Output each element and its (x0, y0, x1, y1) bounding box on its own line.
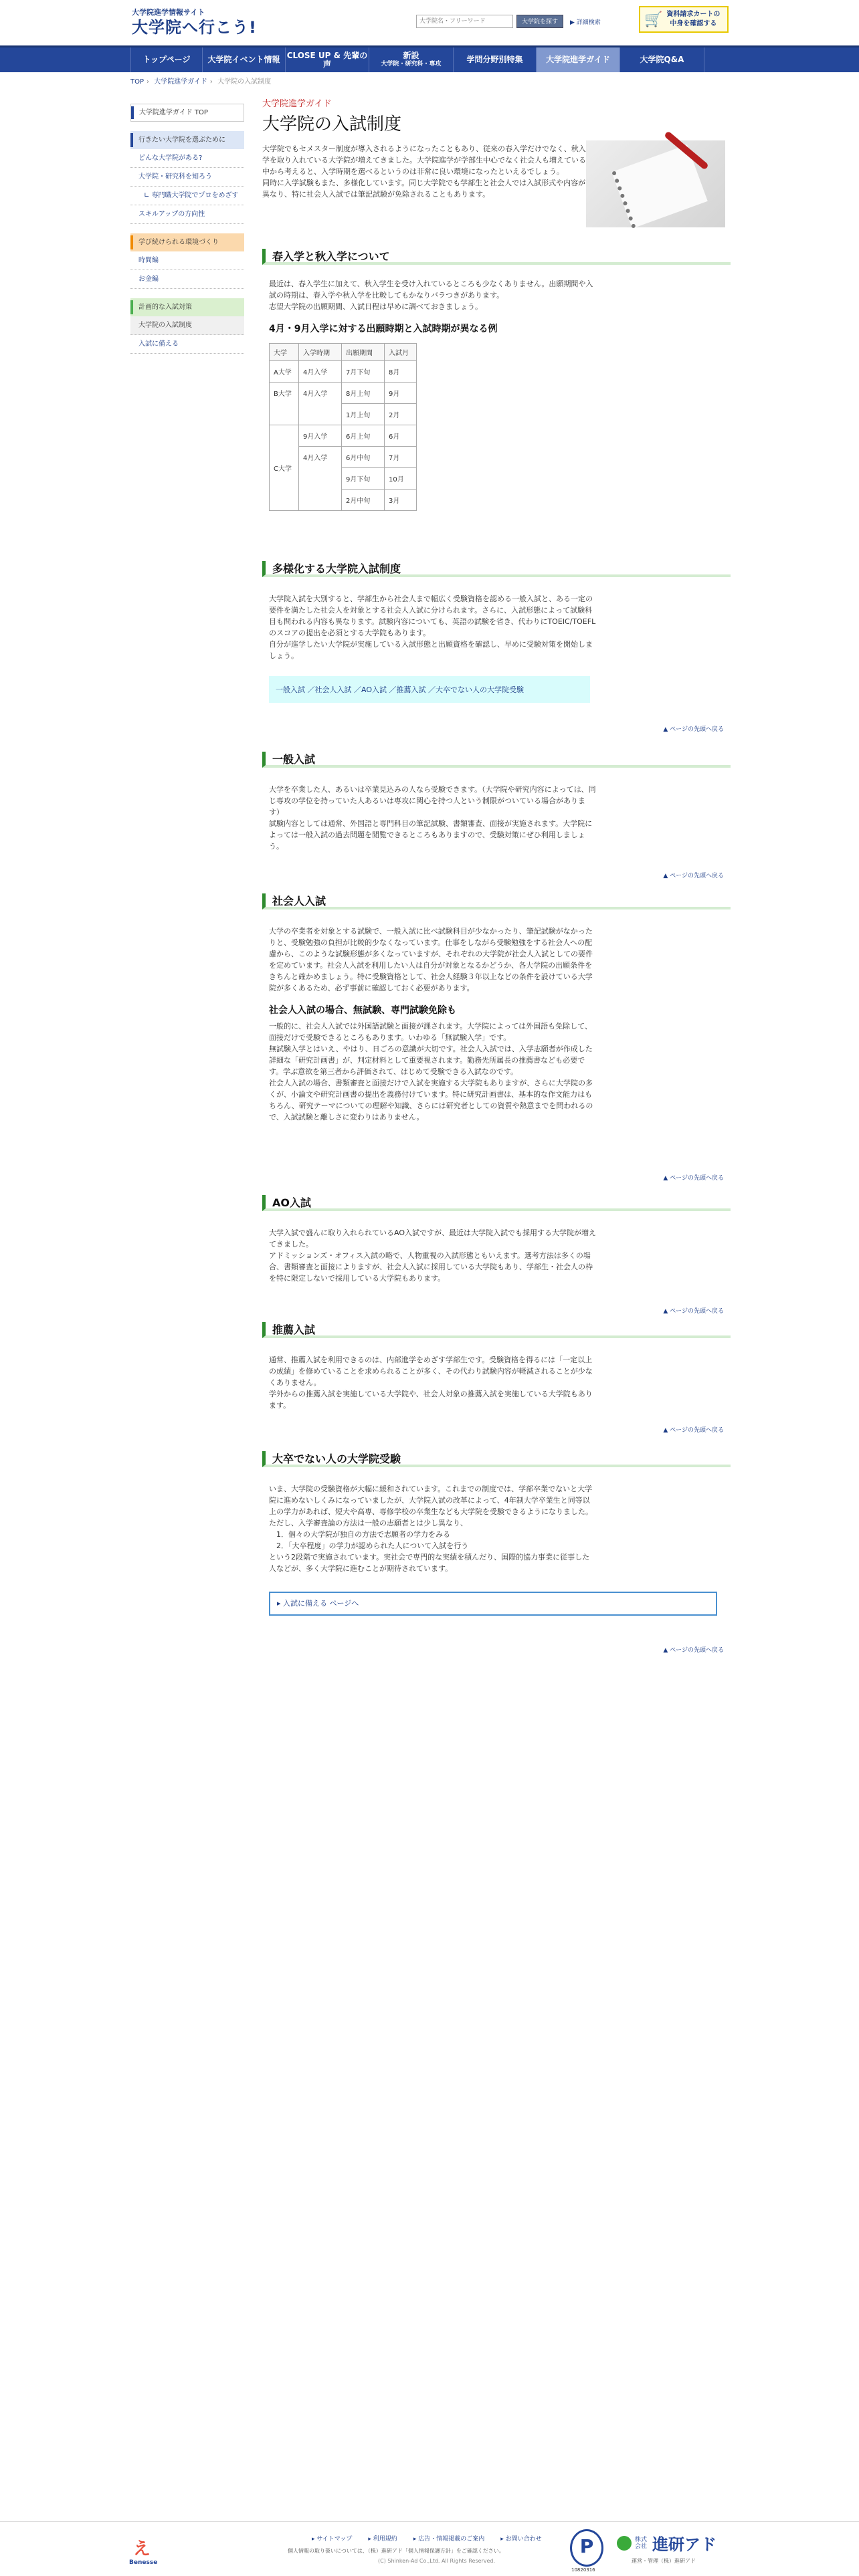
section-text: 一般的に、社会人入試では外国語試験と面接が課されます。大学院によっては外国語も免除して、面接だけで受験できるところもあります。いわゆる「無試験入学」です。 無試験入学とはいえ、やはり、日ごろの意識が大切です。社会人入試では、入学志願者が作成した詳細な「研究計画書」が、判定材料として重要視されます。勤務先所属長の推薦書なども必要です。学ぶ意欲を第三者から評価されて、はじめて受験できる入試なのです。 社会人入試の場合、書類審査と面接だけで入試を実施する大学院もありますが、さらに大学院の多くが、小論文や研究計画書の提出を義務付けています。特に研究計画書は、基本的な作文能力はもちろん、研究テーマについての理解や知識、さらには研究者としての資質や熱意までを問われるので、入試試験と離しさに変わりはありません。 (269, 1022, 593, 1121)
search-button[interactable]: 大学院を探す (516, 15, 563, 28)
section-heading: 推薦入試 (262, 1322, 731, 1338)
table-header-row (270, 344, 417, 361)
section-working-adult-exam (262, 893, 731, 1182)
page-top-link[interactable]: ▲ ページの先頭へ戻る (663, 726, 724, 733)
section-text: 大学院入試を大別すると、学部生から社会人まで幅広く受験資格を認める一般入試と、ある一定の要件を満たした社会人を対象とする社会人入試に分けられます。さらに、入試形態によって試験科目も問われる内容も異なります。試験内容についても、英語の試験を省き、代わりにTOEIC/TOEFLのスコアの提出を必須とする大学院もあります。 自分が進学したい大学院が実施している入試形態と出願資格を確認し、早めに受験対策を開始しましょう。 (269, 595, 596, 660)
lead-block (262, 143, 731, 200)
table-row (270, 383, 417, 404)
exam-type-links[interactable]: 一般入試 ／社会人入試 ／AO入試 ／推薦入試 ／大卒でない人の大学院受験 (269, 676, 590, 703)
benesse-mark-icon: え (133, 2539, 151, 2559)
cart-icon: 🛒 (644, 11, 663, 28)
page-top-link[interactable]: ▲ ページの先頭へ戻る (663, 1175, 724, 1182)
nav-item-label: 学問分野別特集 (466, 55, 523, 64)
page-top-label: ページの先頭へ戻る (670, 1308, 724, 1315)
next-page-label: 入試に備える ページへ (283, 1599, 359, 1608)
breadcrumb-top[interactable]: TOP (130, 78, 145, 86)
table-cell: 4月入学 (299, 361, 342, 383)
page-top-label: ページの先頭へ戻る (670, 726, 724, 733)
section-subheading: 社会人入試の場合、無試験、専門試験免除も (269, 1005, 456, 1016)
nav-item-label: 新設 (403, 50, 419, 60)
sidebar-item-exam-system[interactable]: 大学院の入試制度 (130, 316, 244, 335)
nav-item-fields[interactable] (454, 47, 537, 72)
section-heading: 大卒でない人の大学院受験 (262, 1451, 731, 1467)
nav-item-top[interactable] (130, 47, 203, 72)
nav-item-events[interactable] (203, 47, 286, 72)
footer-link-contact[interactable]: ▸ お問い合わせ (500, 2536, 542, 2543)
nav-item-guide[interactable] (537, 47, 620, 72)
nav-item-label: 大学院進学ガイド (546, 55, 610, 64)
table-cell: 6月中旬 (342, 447, 385, 468)
sidebar-item-professional[interactable]: ∟ 専門職大学院でプロをめざす (130, 187, 244, 205)
section-spring-fall (262, 249, 731, 511)
section-non-graduate (262, 1451, 731, 1654)
table-cell: C大学 (270, 425, 299, 511)
table-cell: 3月 (385, 490, 417, 511)
cart-label (666, 10, 720, 29)
sidebar-item-professional-label: 専門職大学院でプロをめざす (151, 192, 239, 199)
operator-note: 運営・管理（株）進研アド (632, 2558, 696, 2564)
table-cell: 4月入学 (299, 383, 342, 425)
sidebar-group-label: 計画的な入試対策 (138, 304, 192, 311)
next-page-link[interactable]: ▸ 入試に備える ページへ (269, 1592, 717, 1616)
footer-link-sitemap[interactable]: ▸ サイトマップ (312, 2536, 353, 2543)
table-cell: A大学 (270, 361, 299, 383)
table-cell: 9月 (385, 383, 417, 404)
section-general-exam (262, 752, 731, 879)
site-logo[interactable] (132, 7, 257, 37)
site-footer (0, 2521, 859, 2576)
section-heading: 春入学と秋入学について (262, 249, 731, 265)
lead-text: 大学院でもセメスター制度が導入されるようになったこともあり、従来の春入学だけでなく、秋入学を取り入れている大学院が増えてきました。大学院進学が学部生中心でなく社会人も増えている中から考えると、入学時期を選べるというのは非常に良い環境になったといえるでしょう。 同時に入学試験もまた、多様化しています。同じ大学院でも学部生と社会人では入試形式や内容が異なり、特に社会人入試では筆記試験が免除されることもあります。 (262, 144, 586, 199)
table-cell: 4月入学 (299, 447, 342, 511)
page-top-label: ページの先頭へ戻る (670, 873, 724, 879)
table-cell: 9月入学 (299, 425, 342, 447)
cart-button[interactable] (639, 6, 729, 33)
section-subheading: 4月・9月入学に対する出願時期と入試時期が異なる例 (269, 324, 498, 334)
section-label-accent: 大 (262, 99, 272, 109)
section-heading: 一般入試 (262, 752, 731, 768)
section-recommendation-exam (262, 1322, 731, 1434)
logo-subtitle: 大学院進学情報サイト (132, 8, 205, 17)
sidebar-item-types[interactable]: どんな大学院がある? (130, 149, 244, 168)
benesse-label: Benesse (129, 2559, 158, 2566)
cart-label-line2: 中身を確認する (670, 20, 717, 27)
table-cell: 7月 (385, 447, 417, 468)
copyright: (C) Shinken-Ad Co.,Ltd. All Rights Reserved. (378, 2558, 496, 2564)
nav-item-sublabel: 大学院・研究科・専攻 (381, 60, 442, 68)
entrance-schedule-table (269, 343, 417, 511)
page-top-link[interactable]: ▲ ページの先頭へ戻る (663, 1427, 724, 1434)
section-diversified (262, 561, 731, 733)
table-header: 大学 (270, 344, 299, 361)
section-text: 最近は、春入学生に加えて、秋入学生を受け入れているところも少なくありません。出願期間や入試の時期は、春入学や秋入学を比較してもかなりバラつきがあります。 志望大学院の出願期間、入試日程は早めに調べておきましょう。 (269, 280, 593, 311)
nav-item-label: トップページ (142, 55, 191, 64)
page-title: 大学院の入試制度 (262, 114, 402, 134)
advanced-search-label: 詳細検索 (576, 19, 601, 26)
table-cell: 10月 (385, 468, 417, 490)
table-cell: B大学 (270, 383, 299, 425)
section-heading: 多様化する大学院入試制度 (262, 561, 731, 577)
sidebar-item-prepare[interactable]: 入試に備える (130, 335, 244, 354)
table-cell: 8月上旬 (342, 383, 385, 404)
main-content (262, 96, 731, 1654)
table-cell: 1月上旬 (342, 404, 385, 425)
privacy-note: 個人情報の取り扱いについては、（株）進研アド「個人情報保護方針」をご確認ください。 (288, 2548, 504, 2554)
sidebar-group-label: 学び続けられる環境づくり (138, 239, 219, 246)
page-top-link[interactable]: ▲ ページの先頭へ戻る (663, 1308, 724, 1315)
notebook-photo (586, 140, 725, 227)
privacy-mark-icon: P (570, 2529, 603, 2567)
breadcrumb-guide[interactable]: 大学院進学ガイド (154, 78, 207, 86)
footer-link-terms[interactable]: ▸ 利用規約 (368, 2536, 397, 2543)
table-cell: 7月下旬 (342, 361, 385, 383)
sidebar-item-know[interactable]: 大学院・研究科を知ろう (130, 168, 244, 187)
search-form (416, 14, 601, 29)
benesse-logo[interactable] (129, 2535, 166, 2567)
page-top-label: ページの先頭へ戻る (670, 1427, 724, 1434)
table-cell: 6月 (385, 425, 417, 447)
footer-link-label: サイトマップ (316, 2536, 353, 2543)
footer-links (312, 2534, 542, 2543)
table-row (270, 361, 417, 383)
sidebar-item-money[interactable]: お金編 (130, 270, 244, 289)
table-header: 入学時期 (299, 344, 342, 361)
table-cell: 2月中旬 (342, 490, 385, 511)
nav-item-new[interactable] (369, 47, 454, 72)
table-cell: 8月 (385, 361, 417, 383)
sidebar-group-environment[interactable] (130, 233, 244, 251)
section-heading: AO入試 (262, 1195, 731, 1211)
company-name: 進研アド (652, 2535, 717, 2554)
logo-title: 大学院へ行こう! (132, 18, 257, 37)
section-text: いま、大学院の受験資格が大幅に緩和されています。これまでの制度では、学部卒業でないと大学院に進めないしくみになっていましたが、大学院入試の改革によって、4年制大学卒業生と同等以上の学力があれば、短大や高専、専修学校の卒業生なども大学院を受験できるようになりました。 ただし、入学審査論の方法は一般の志願者とは少し異なり、 1．個々の大学院が独自の方法で志願者の学力をみる 2．「大卒程度」の学力が認められた人について入試を行う という2段階で実施されています。実社会で専門的な実績を積んだり、国際的協力事業に従事した人などが、多く大学院に進むことが期待されています。 (269, 1485, 593, 1573)
shinken-ad-logo[interactable] (617, 2531, 717, 2555)
table-header: 入試月 (385, 344, 417, 361)
privacy-mark-number: 10820316 (571, 2567, 595, 2573)
section-text: 通常、推薦入試を利用できるのは、内部進学をめざす学部生です。受験資格を得るには「一定以上の成績」を修めていることを求められることが多く、その代わり試験内容が軽減されることが少なくありません。 学外からの推薦入試を実施している大学院や、社会人対象の推薦入試を実施している大学院もあります。 (269, 1356, 593, 1410)
sidebar-group-exam[interactable] (130, 298, 244, 316)
table-cell: 9月下旬 (342, 468, 385, 490)
footer-link-ads[interactable]: ▸ 広告・情報掲載のご案内 (413, 2536, 485, 2543)
sidebar-top-link[interactable] (130, 104, 244, 122)
section-heading: 社会人入試 (262, 893, 731, 909)
section-label (262, 96, 731, 109)
search-input[interactable] (416, 15, 513, 28)
nav-item-label: CLOSE UP & 先輩の声 (286, 50, 368, 69)
advanced-search-link[interactable]: ▶ 詳細検索 (570, 19, 601, 26)
sidebar-item-time[interactable]: 時間編 (130, 251, 244, 270)
table-row (270, 425, 417, 447)
footer-link-label: 広告・情報掲載のご案内 (418, 2536, 485, 2543)
footer-link-label: お問い合わせ (505, 2536, 542, 2543)
section-ao-exam (262, 1195, 731, 1315)
sidebar-group-label: 行きたい大学院を選ぶために (138, 136, 225, 144)
company-prefix: 株式会社 (635, 2536, 648, 2550)
section-text: 大学を卒業した人、あるいは卒業見込みの人なら受験できます。（大学院や研究内容によっては、同じ専攻の学位を持っていた人あるいは専攻に関心を持つ人という制限がついている場合があります） 試験内容としては通常、外国語と専門科目の筆記試験、書類審査、面接が実施されます。大学院によっては一般入試の過去問題を閲覧できるところもありますので、受験対策にぜひ利用しましょう。 (269, 785, 596, 851)
nav-item-closeup[interactable] (286, 47, 369, 72)
nav-item-label: 大学院イベント情報 (207, 55, 280, 64)
site-header (0, 0, 859, 45)
page-top-link[interactable]: ▲ ページの先頭へ戻る (663, 1647, 724, 1654)
sidebar-item-skillup[interactable]: スキルアップの方向性 (130, 205, 244, 224)
sidebar (130, 104, 244, 354)
nav-item-label: 大学院Q&A (640, 55, 684, 64)
breadcrumb: TOP › 大学院進学ガイド › 大学院の入試制度 (130, 78, 272, 86)
cart-label-line1: 資料請求カートの (666, 11, 721, 18)
page-top-link[interactable]: ▲ ページの先頭へ戻る (663, 873, 724, 879)
section-text: 大学の卒業者を対象とする試験で、一般入試に比べ試験科目が少なかったり、筆記試験がなかったりと、受験勉強の負担が比較的少なくなっています。仕事をしながら受験勉強をする社会人への配慮から、このような試験形態が多くなっていますが、それぞれの大学院が社会人入試としての要件を定めています。社会人入試を利用したい人は自分が対象となるかどうか、各大学院の出願条件をきちんと確かめましょう。特に受験資格として、社会人経験３年以上などの条件を設けている大学院が多くあるため、必ず事前に確認しておく必要があります。 (269, 927, 593, 992)
table-cell: 2月 (385, 404, 417, 425)
breadcrumb-current: 大学院の入試制度 (217, 78, 272, 86)
shinken-mark-icon (617, 2536, 632, 2551)
page-top-label: ページの先頭へ戻る (670, 1175, 724, 1182)
table-cell: 6月上旬 (342, 425, 385, 447)
section-label-rest: 学院進学ガイド (271, 99, 332, 109)
footer-link-label: 利用規約 (373, 2536, 397, 2543)
global-nav (0, 45, 859, 72)
page-top-label: ページの先頭へ戻る (670, 1647, 724, 1654)
nav-item-qa[interactable] (620, 47, 704, 72)
sidebar-top-label: 大学院進学ガイド TOP (139, 109, 208, 116)
sidebar-group-choose[interactable] (130, 131, 244, 149)
section-text: 大学入試で盛んに取り入れられているAO入試ですが、最近は大学院入試でも採用する大学院が増えてきました。 アドミッションズ・オフィス入試の略で、人物重視の入試形態ともいえます。選考方法は多くの場合、書類審査と面接によりますが、社会人入試に採用している大学院もあり、学部生・社会人の枠を特に限定しないで採用している大学院もあります。 (269, 1228, 596, 1283)
table-header: 出願期間 (342, 344, 385, 361)
